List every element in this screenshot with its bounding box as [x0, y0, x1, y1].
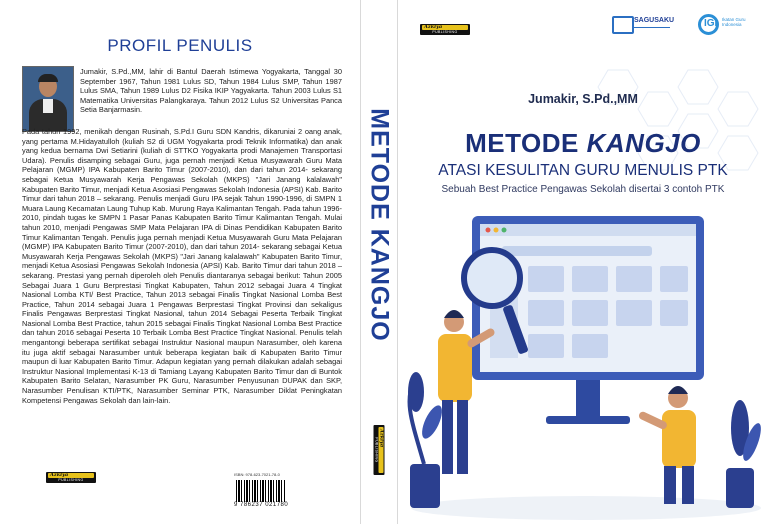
book-title [398, 128, 768, 159]
front-cover [398, 0, 768, 524]
sagusaku-underline [634, 27, 670, 28]
author-name: Jumakir, S.Pd.,MM [528, 92, 638, 106]
sagusaku-logo-text: SAGUSAKU [634, 17, 675, 24]
spine-title: METODE KANGJO [365, 108, 394, 342]
igi-logo-sub: Ikatan Guru Indonesia [722, 17, 746, 27]
barcode-bars [236, 480, 286, 502]
book-description: Sebuah Best Practice Pengawas Sekolah disertai 3 contoh PTK [441, 184, 725, 195]
publisher-logo-text: Azkiya [50, 472, 69, 478]
publisher-logo-back [46, 472, 96, 483]
author-bio-body: Pada tahun 1992, menikah dengan Rusinah, S.Pd.I Guru SDN Kandris, dikaruniai 2 oang anak, yang pertama M.Hidayatulloh (kuliah S2 di UGM Yogyakarta prodi Teknik Informatika) dan anak yang kedua bernama Dwi Setiarini (kuliah di STTKO Yogyakarta prodi Manajemen Transportasi Udara). Penulis disamping sebagai Guru, juga pernah menjadi Ketua Musyawarah Guru Mata Pelajaran (MGMP) IPA Kabupaten Barito Timur (2007-2010), dan dari tahun 2014- sekarang sebagai Ketua Musyawarah Kerja Pengawas Sekolah (MKPS) "Jari Janang kalalawah" Kabupaten Barito Timur, menjadi Ketua Asosiasi Pengawas Sekolah Indonesia (APSI) Kab. Barito Timur dari tahun 2018 – sekarang. Penulis menjadi Guru IPA sejak Tahun 1990-1996, di SMPN 1 Muara Laung Kecamatan Laung Tuhup Kab. Murung Raya Kalimantan Tengah. Pada tahun 1996-2010, pindah tugas ke SMPN 1 Pasar Panas Kabupaten Barito Timur Kalimantan Tengah. Mulai tahun 2010, menjadi Pengawas SMP Mata Pelajaran IPA di Dinas Pendidikan Kabupaten Barito Timur Kalimantan Tengah. Penulis juga pernah menjadi Ketua Musyawarah Guru Mata Pelajaran (MGMP) IPA Kabupaten Barito Timur (2007-2010), dan dari tahun 2014- sekarang sebagai Ketua Musyawarah Kerja Pengawas Sekolah (MKPS) "Jari Janang kalalawah" Kabupaten Barito Timur, menjadi Ketua Asosiasi Pengawas Sekolah Indonesia (APSI) Kab. Barito Timur dari tahun 2018 – sekarang. Prestasi yang pernah diperoleh oleh Penulis diantaranya sebagai berikut: Tahun 2005 Sebagai Juara 1 Guru Berprestasi Tingkat Kabupaten, Tahun 2012 sebagai Juara 4 Tingkat Nasional Lomba KTI/ Best Practice, Tahun 2013 sebagai Finalis Tingkat Nasional Lomba Best Practice, Tahun 2014 sebagai Juara 1 Pengawas Berprestasi Tingkat Provinsi dan sekaligus Finalis Pengawas Berprestasi Tingkat Nasional, tahun 2014 Sebagai Peserta Terbaik Tingkat Nasional Lomba Best Practice, tahun 2015 sebagai Finalis Tingkat Nasional Lomba Best Practice dan tahun 2016 sebagai Peserta 10 Terbaik Lomba Best Practice Tingkat Nasional. Penulis telah mengantongi beberapa sertifikat sebagai Instruktur Nasional maupun Narasumber, oleh karena itu juga aktif sebagai Narasumber untuk beberapa kegiatan baik di Kabupaten Barito Timur maupun di luar Kabupaten Barito Timur. Adapun kegiatan yang pernah dilakukan adalah sebagai Instruktur Nasional Implementasi K-13 di Tamiang Layang Kabupaten Barito Timur dan di Buntok Kabupaten Barito Selatan, Narasumber PK Guru, Narasumber Penyusunan DUPAK dan SKP, Narasumber Penulisan KTI/PTK, Narasumber Seminar PTK, Narasumber Diklat Peningkatan Kompetensi Pengawas Sekolah dan lain-lain. [22, 127, 342, 405]
author-photo [22, 66, 74, 132]
sagusaku-icon [612, 16, 634, 34]
back-cover [0, 0, 361, 524]
publisher-logo-sub: PUBLISHING [58, 478, 84, 482]
partner-logos [612, 14, 762, 40]
spine-publisher-logo [364, 420, 394, 480]
person-left [438, 310, 496, 474]
isbn-text: ISBN: 978-623-7021-78-0 [234, 472, 280, 477]
book-spine [361, 0, 398, 524]
publisher-logo-text: Azkiya [378, 429, 385, 448]
author-bio-intro: Jumakir, S.Pd.,MM, lahir di Bantul Daerah Istimewa Yogyakarta, Tanggal 30 September 1967, Tahun 1981 Lulus SD, Tahun 1984 Lulus SMP, Tahun 1987 Lulus SMA, Tahun 1989 Lulus D2 Fisika IKIP Yagyakarta. Tahun 2003 Lulus S1 Matematika Universitas Palangkaraya. Tahun 2012 Lulus S2 Universitas Panca Setia Banjarmasin. [80, 67, 342, 115]
title-part-1: METODE [465, 128, 587, 158]
publisher-logo-sub: PUBLISHING [432, 30, 458, 34]
barcode-number: 9 786237 021780 [234, 502, 289, 508]
person-right [638, 386, 696, 504]
profile-heading: PROFIL PENULIS [107, 36, 253, 55]
book-subtitle: ATASI KESULITAN GURU MENULIS PTK [438, 162, 728, 179]
spine-title-wrap [361, 60, 397, 390]
cover-illustration [406, 202, 762, 522]
publisher-logo-text: Azkiya [424, 24, 443, 30]
igi-logo-text: IGI [704, 18, 718, 29]
isbn-barcode [232, 471, 290, 509]
title-part-2: KANGJO [586, 128, 701, 158]
publisher-logo-spine [374, 425, 385, 475]
publisher-logo-sub: PUBLISHING [374, 437, 379, 463]
publisher-logo-front [420, 24, 470, 35]
plant-right [726, 400, 762, 508]
